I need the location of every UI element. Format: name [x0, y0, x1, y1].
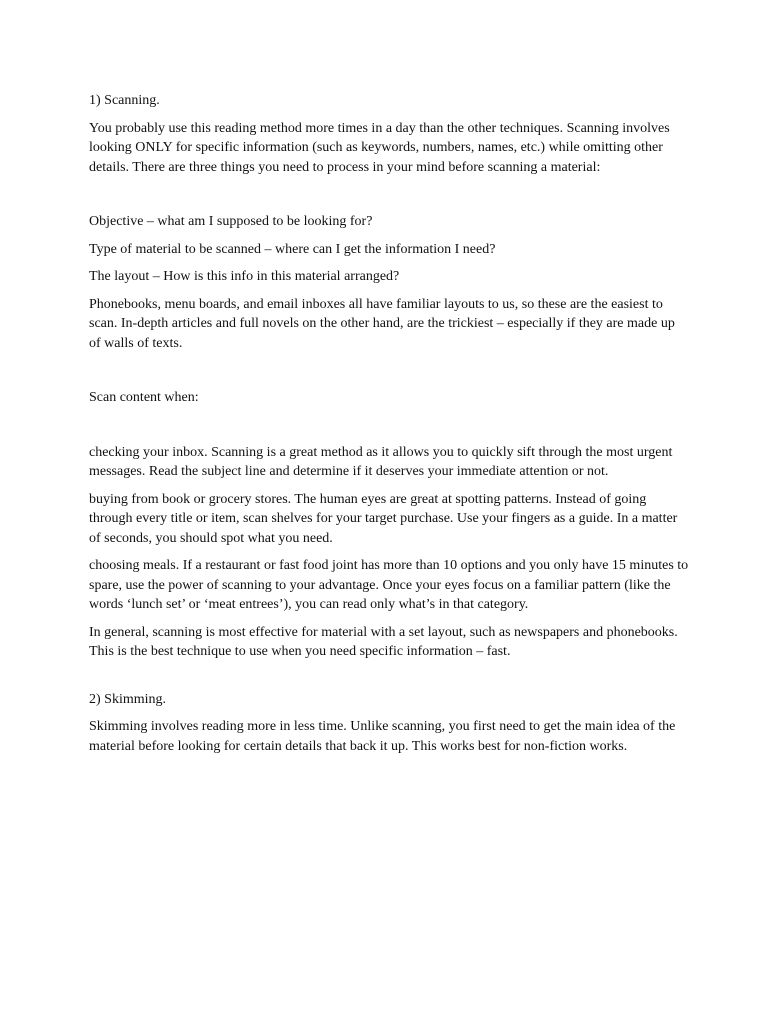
scan-when-item-stores: buying from book or grocery stores. The human eyes are great at spotting patterns. Instead of going through every title or item, scan shelves for your target purchase. Use your fingers as a guide. In a matter of seconds, you should spot what you need.	[89, 491, 678, 546]
scanning-layouts-paragraph: Phonebooks, menu boards, and email inboxes all have familiar layouts to us, so these are the easiest to scan. In-depth articles and full novels on the other hand, are the trickiest – especially if they are made up of walls of texts.	[89, 296, 675, 351]
scanning-step-objective: Objective – what am I supposed to be looking for?	[89, 214, 373, 229]
scan-when-item-meals: choosing meals. If a restaurant or fast food joint has more than 10 options and you only have 15 minutes to spare, use the power of scanning to your advantage. Once your eyes focus on a familiar pattern (like the words ‘lunch set’ or ‘meat entrees’), you can read only what’s in that category.	[89, 558, 689, 612]
scanning-step-layout: The layout – How is this info in this material arranged?	[89, 269, 400, 284]
skimming-intro-paragraph: Skimming involves reading more in less time. Unlike scanning, you first need to get the main idea of the material before looking for certain details that back it up. This works best for non-fiction works.	[89, 719, 676, 754]
scan-when-item-inbox: checking your inbox. Scanning is a great method as it allows you to quickly sift through the most urgent messages. Read the subject line and determine if it deserves your immediate attention or not.	[89, 444, 673, 479]
section-heading-scanning: 1) Scanning.	[89, 93, 160, 108]
scan-when-heading: Scan content when:	[89, 390, 199, 405]
scanning-step-material-type: Type of material to be scanned – where can I get the information I need?	[89, 241, 496, 257]
document-body	[89, 91, 689, 756]
scanning-summary-paragraph: In general, scanning is most effective for material with a set layout, such as newspapers and phonebooks. This is the best technique to use when you need specific information – fast.	[89, 624, 678, 659]
scanning-intro-paragraph: You probably use this reading method more times in a day than the other techniques. Scanning involves looking ONLY for specific information (such as keywords, numbers, names, etc.) while omitting other details. There are three things you need to process in your mind before scanning a material:	[89, 120, 670, 175]
section-heading-skimming: 2) Skimming.	[89, 691, 167, 707]
